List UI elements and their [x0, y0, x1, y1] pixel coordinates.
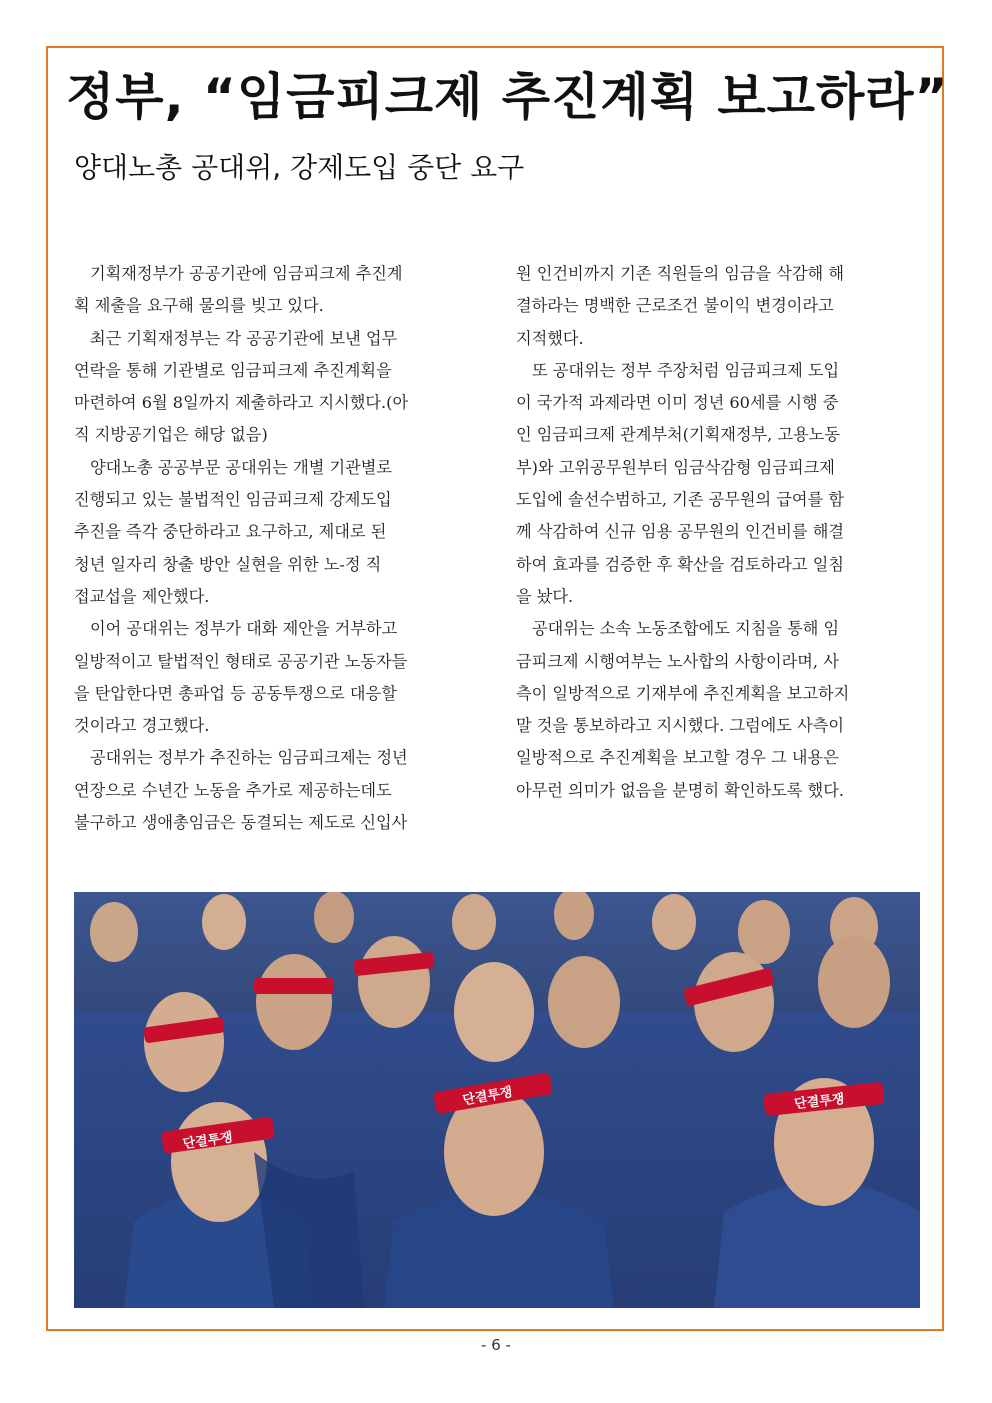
article-text-line: 께 삭감하여 신규 임용 공무원의 인건비를 해결 [516, 522, 844, 542]
article-text-line: 청년 일자리 창출 방안 실현을 위한 노-정 직 [74, 554, 382, 574]
article-text-line: 말 것을 통보하라고 지시했다. 그럼에도 사측이 [516, 716, 844, 736]
article-text-line: 인 임금피크제 관계부처(기획재정부, 고용노동 [516, 425, 841, 445]
article-column-left [74, 258, 480, 839]
article-text-line: 연장으로 수년간 노동을 추가로 제공하는데도 [74, 780, 392, 800]
article-text-line: 것이라고 경고했다. [74, 716, 210, 736]
headband-text-1: 단결투쟁 [181, 1130, 234, 1153]
article-text-line: 도입에 솔선수범하고, 기존 공무원의 급여를 함 [516, 490, 844, 510]
page-number: - 6 - [481, 1336, 511, 1354]
article-text-line: 획 제출을 요구해 물의를 빚고 있다. [74, 296, 324, 316]
article-text-line: 아무런 의미가 없음을 분명히 확인하도록 했다. [516, 780, 844, 800]
article-text-line: 금피크제 시행여부는 노사합의 사항이라며, 사 [516, 651, 839, 671]
article-text-line: 을 탄압한다면 총파업 등 공동투쟁으로 대응할 [74, 683, 397, 703]
article-text-line: 결하라는 명백한 근로조건 불이익 변경이라고 [516, 296, 834, 316]
article-text-line: 추진을 즉각 중단하라고 요구하고, 제대로 된 [74, 522, 387, 542]
article-text-line: 마련하여 6월 8일까지 제출하라고 지시했다.(아 [74, 393, 409, 413]
article-text-line: 최근 기획재정부는 각 공공기관에 보낸 업무 [90, 328, 398, 348]
protest-photo [74, 892, 920, 1308]
article-text-line: 연락을 통해 기관별로 임금피크제 추진계획을 [74, 360, 392, 380]
headband-text-2: 단결투쟁 [461, 1084, 514, 1109]
article-text-line: 접교섭을 제안했다. [74, 586, 210, 606]
article-text-line: 측이 일방적으로 기재부에 추진계획을 보고하지 [516, 683, 850, 703]
article-text-line: 지적했다. [516, 328, 584, 348]
article-text-line: 부)와 고위공무원부터 임금삭감형 임금피크제 [516, 457, 835, 477]
article-text-line: 공대위는 정부가 추진하는 임금피크제는 정년 [90, 748, 408, 768]
article-text-line: 이어 공대위는 정부가 대화 제안을 거부하고 [90, 619, 398, 639]
article-text-line: 을 놨다. [516, 586, 574, 606]
article-text-line: 일방적이고 탈법적인 형태로 공공기관 노동자들 [74, 651, 408, 671]
article-subheadline: 양대노총 공대위, 강제도입 중단 요구 [74, 151, 525, 184]
headband-text-3: 단결투쟁 [793, 1091, 846, 1113]
article-text-line: 진행되고 있는 불법적인 임금피크제 강제도입 [74, 490, 392, 510]
article-column-right [516, 258, 922, 807]
article-text-line: 또 공대위는 정부 주장처럼 임금피크제 도입 [532, 360, 840, 380]
article-text-line: 원 인건비까지 기존 직원들의 임금을 삭감해 해 [516, 264, 844, 283]
article-headline: 정부, “임금피크제 추진계획 보고하라” [66, 68, 949, 126]
article-text-line: 양대노총 공공부문 공대위는 개별 기관별로 [90, 457, 393, 477]
article-text-line: 공대위는 소속 노동조합에도 지침을 통해 임 [532, 619, 840, 639]
article-text-line: 이 국가적 과제라면 이미 정년 60세를 시행 중 [516, 393, 839, 413]
article-text-line: 불구하고 생애총임금은 동결되는 제도로 신입사 [74, 813, 408, 833]
article-text-line: 하여 효과를 검증한 후 확산을 검토하라고 일침 [516, 554, 844, 574]
article-text-line: 직 지방공기업은 해당 없음) [74, 425, 268, 445]
article-text-line: 기획재정부가 공공기관에 임금피크제 추진계 [90, 264, 403, 283]
article-text-line: 일방적으로 추진계획을 보고할 경우 그 내용은 [516, 748, 839, 768]
